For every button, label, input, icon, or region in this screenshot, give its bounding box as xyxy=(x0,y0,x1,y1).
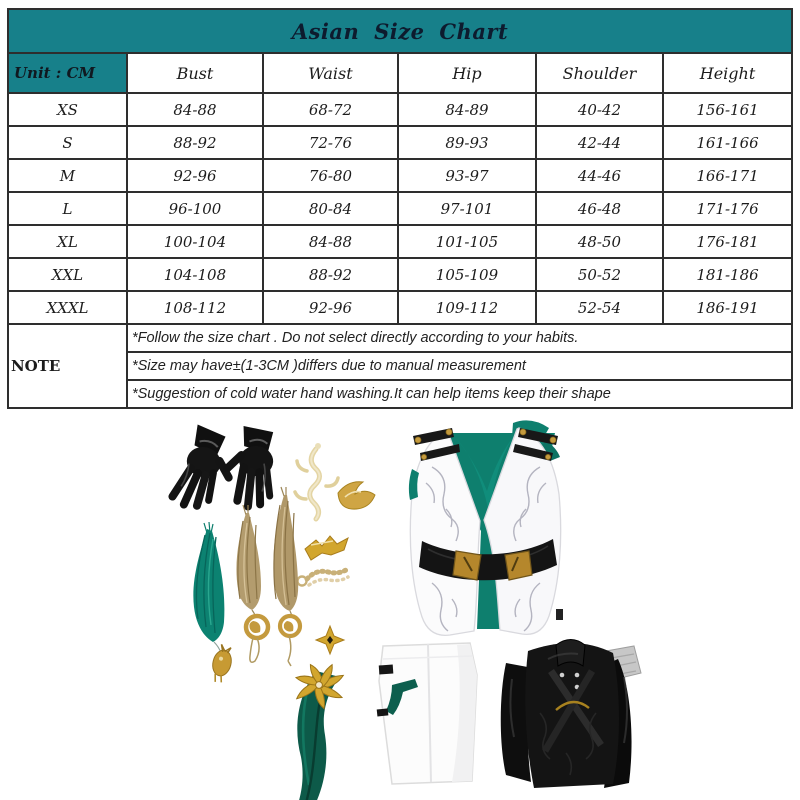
column-header-hip: Hip xyxy=(398,53,536,93)
value-cell: 100-104 xyxy=(127,225,263,258)
size-cell: M xyxy=(8,159,127,192)
gold-hairpin xyxy=(305,536,348,560)
column-header-shoulder: Shoulder xyxy=(536,53,663,93)
value-cell: 96-100 xyxy=(127,192,263,225)
gold-filigree-ornament xyxy=(295,443,338,519)
value-cell: 48-50 xyxy=(536,225,663,258)
value-cell: 80-84 xyxy=(263,192,398,225)
black-under-top xyxy=(501,640,641,789)
value-cell: 88-92 xyxy=(263,258,398,291)
gold-chain xyxy=(298,568,350,586)
note-text: *Size may have±(1-3CM )differs due to manual measurement xyxy=(127,352,792,380)
value-cell: 89-93 xyxy=(398,126,536,159)
value-cell: 161-166 xyxy=(663,126,792,159)
gold-swirl-ornament xyxy=(338,482,375,509)
note-text: *Suggestion of cold water hand washing.It can help items keep their shape xyxy=(127,380,792,408)
table-row xyxy=(8,291,792,324)
table-row xyxy=(8,192,792,225)
tan-tassel-short xyxy=(236,505,268,662)
table-title: Asian Size Chart xyxy=(8,9,792,53)
table-row xyxy=(8,159,792,192)
column-header-waist: Waist xyxy=(263,53,398,93)
value-cell: 104-108 xyxy=(127,258,263,291)
value-cell: 156-161 xyxy=(663,93,792,126)
value-cell: 171-176 xyxy=(663,192,792,225)
table-row xyxy=(8,225,792,258)
value-cell: 105-109 xyxy=(398,258,536,291)
note-label: NOTE xyxy=(8,324,127,408)
column-header-bust: Bust xyxy=(127,53,263,93)
size-cell: L xyxy=(8,192,127,225)
value-cell: 186-191 xyxy=(663,291,792,324)
value-cell: 52-54 xyxy=(536,291,663,324)
value-cell: 109-112 xyxy=(398,291,536,324)
value-cell: 76-80 xyxy=(263,159,398,192)
value-cell: 108-112 xyxy=(127,291,263,324)
value-cell: 176-181 xyxy=(663,225,792,258)
note-text: *Follow the size chart . Do not select directly according to your habits. xyxy=(127,324,792,352)
size-cell: XL xyxy=(8,225,127,258)
tan-tassel-long xyxy=(273,487,300,666)
value-cell: 44-46 xyxy=(536,159,663,192)
value-cell: 101-105 xyxy=(398,225,536,258)
value-cell: 72-76 xyxy=(263,126,398,159)
value-cell: 50-52 xyxy=(536,258,663,291)
table-row xyxy=(8,126,792,159)
value-cell: 181-186 xyxy=(663,258,792,291)
teal-tassel xyxy=(193,522,235,685)
table-row xyxy=(8,93,792,126)
table-row xyxy=(8,258,792,291)
value-cell: 42-44 xyxy=(536,126,663,159)
white-vest xyxy=(409,420,563,635)
value-cell: 84-88 xyxy=(263,225,398,258)
value-cell: 40-42 xyxy=(536,93,663,126)
size-cell: XS xyxy=(8,93,127,126)
value-cell: 84-89 xyxy=(398,93,536,126)
teal-waist-sash xyxy=(294,663,346,800)
value-cell: 92-96 xyxy=(127,159,263,192)
value-cell: 84-88 xyxy=(127,93,263,126)
size-chart-table xyxy=(7,8,793,409)
size-cell: S xyxy=(8,126,127,159)
black-gloves xyxy=(171,423,275,514)
value-cell: 46-48 xyxy=(536,192,663,225)
value-cell: 97-101 xyxy=(398,192,536,225)
note-row xyxy=(8,324,792,352)
value-cell: 88-92 xyxy=(127,126,263,159)
value-cell: 68-72 xyxy=(263,93,398,126)
unit-label: Unit : CM xyxy=(8,53,127,93)
value-cell: 93-97 xyxy=(398,159,536,192)
product-photo xyxy=(0,413,800,800)
value-cell: 92-96 xyxy=(263,291,398,324)
column-header-height: Height xyxy=(663,53,792,93)
white-pants xyxy=(377,643,477,784)
size-cell: XXXL xyxy=(8,291,127,324)
gold-star-stud xyxy=(316,626,344,654)
value-cell: 166-171 xyxy=(663,159,792,192)
size-cell: XXL xyxy=(8,258,127,291)
